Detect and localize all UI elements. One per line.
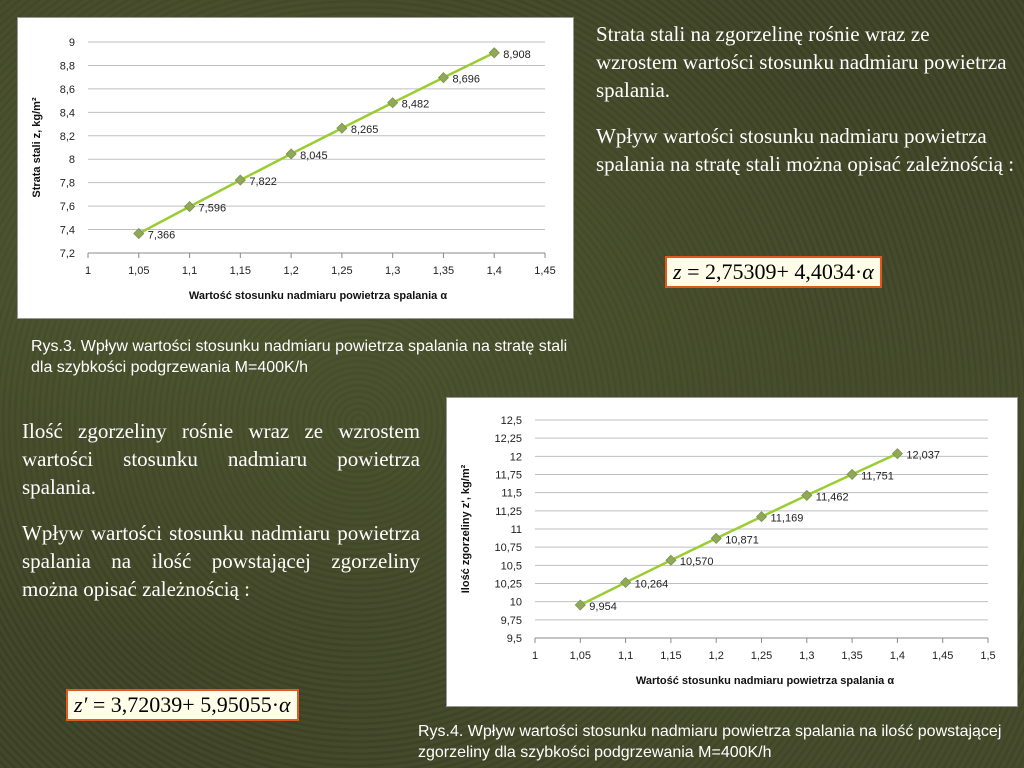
x-tick-label: 1 — [84, 265, 92, 277]
data-label: 11,462 — [815, 491, 849, 504]
chart-scale-amount — [446, 397, 1018, 707]
y-tick-label: 7,8 — [59, 177, 75, 190]
data-point — [847, 469, 857, 479]
y-tick-label: 8,8 — [59, 60, 75, 73]
y-tick-label: 11 — [510, 524, 522, 536]
data-point — [802, 490, 812, 500]
data-point — [235, 175, 245, 185]
y-tick-label: 10 — [509, 596, 522, 609]
data-point — [666, 555, 676, 565]
x-tick-label: 1,15 — [229, 265, 252, 277]
figure-4-caption: Rys.4. Wpływ wartości stosunku nadmiaru powietrza spalania na ilość powstającej zgorzeliny dla szybkości podgrzewania M=400K/h — [418, 723, 1002, 761]
formula-1-rhs: = 2,75309+ 4,4034· — [687, 259, 863, 284]
data-point — [892, 449, 902, 459]
data-label: 8,696 — [452, 73, 480, 86]
x-tick-label: 1,35 — [432, 265, 455, 277]
x-tick-label: 1,45 — [534, 265, 556, 277]
y-tick-label: 7,6 — [59, 201, 75, 214]
y-tick-label: 12 — [509, 451, 522, 464]
data-label: 8,045 — [300, 149, 328, 162]
chart-steel-loss-svg — [18, 18, 573, 318]
y-tick-label: 9 — [68, 37, 75, 49]
x-tick-label: 1,25 — [750, 650, 773, 662]
data-label: 7,596 — [198, 202, 227, 215]
y-tick-label: 11,5 — [501, 487, 522, 500]
y-tick-label: 7,2 — [59, 248, 75, 260]
right-paragraph-1: Strata stali na zgorzelinę rośnie wraz ze wzrostem wartości stosunku nadmiaru powietrza spalania. — [596, 22, 1007, 102]
x-tick-label: 1,25 — [331, 265, 353, 277]
formula-2-var: α — [279, 692, 291, 717]
formula-1-var: α — [862, 259, 874, 284]
chart-scale-amount-svg — [447, 398, 1017, 706]
y-tick-label: 12,25 — [494, 433, 522, 446]
x-tick-label: 1,3 — [385, 265, 401, 277]
y-tick-label: 11,75 — [495, 469, 522, 482]
data-point — [711, 533, 721, 543]
x-tick-label: 1,4 — [889, 650, 906, 662]
data-label: 11,169 — [770, 512, 804, 525]
y-tick-label: 9,5 — [506, 633, 522, 645]
x-tick-label: 1,2 — [708, 650, 724, 662]
data-label: 10,264 — [634, 578, 669, 591]
data-point — [337, 123, 347, 133]
y-tick-label: 10,25 — [494, 578, 522, 591]
right-paragraph-2: Wpływ wartości stosunku nadmiaru powietrza spalania na stratę stali można opisać zależnością : — [596, 124, 1015, 176]
data-point — [621, 577, 631, 587]
x-tick-label: 1,05 — [569, 650, 592, 662]
data-point — [438, 73, 448, 83]
data-label: 11,751 — [861, 470, 894, 483]
x-axis-title: Wartość stosunku nadmiaru powietrza spalania α — [188, 290, 448, 302]
y-tick-label: 7,4 — [59, 224, 75, 237]
x-tick-label: 1,35 — [841, 650, 863, 662]
data-label: 12,037 — [906, 449, 941, 462]
data-label: 10,570 — [679, 556, 714, 569]
y-axis-title: Strata stali z, kg/m² — [31, 97, 43, 198]
right-text-block — [596, 20, 1016, 196]
data-label: 8,908 — [503, 48, 531, 61]
y-tick-label: 8,2 — [59, 130, 75, 143]
left-text-block — [22, 417, 420, 621]
data-point — [388, 98, 398, 108]
data-label: 10,871 — [725, 534, 759, 547]
formula-1-lhs: z — [673, 259, 682, 284]
x-tick-label: 1 — [531, 650, 539, 662]
data-label: 7,822 — [249, 176, 277, 189]
left-paragraph-2: Wpływ wartości stosunku nadmiaru powietrza spalania na ilość powstającej zgorzeliny można opisać zależnością : — [22, 521, 420, 601]
figure-3-caption: Rys.3. Wpływ wartości stosunku nadmiaru powietrza spalania na stratę stali dla szybkości podgrzewania M=400K/h — [31, 338, 568, 376]
x-tick-label: 1,05 — [128, 265, 150, 277]
y-tick-label: 10,75 — [494, 542, 522, 555]
y-tick-label: 12,5 — [500, 415, 522, 427]
x-tick-label: 1,1 — [617, 650, 634, 662]
x-tick-label: 1,2 — [283, 265, 299, 277]
data-label: 8,265 — [350, 124, 379, 137]
formula-scale-amount — [66, 689, 299, 721]
data-point — [489, 48, 499, 58]
x-tick-label: 1,4 — [486, 265, 502, 277]
y-tick-label: 8 — [68, 154, 75, 167]
formula-2-lhs: z′ — [74, 692, 88, 717]
y-tick-label: 8,6 — [59, 83, 75, 96]
data-point — [757, 512, 767, 522]
x-tick-label: 1,3 — [799, 650, 815, 662]
formula-steel-loss — [665, 256, 882, 288]
data-label: 7,366 — [147, 229, 176, 242]
x-tick-label: 1,1 — [181, 265, 198, 277]
y-tick-label: 10,5 — [500, 560, 522, 573]
data-point — [185, 202, 195, 212]
x-tick-label: 1,15 — [660, 650, 682, 662]
data-label: 9,954 — [589, 601, 617, 614]
y-axis-title: Ilość zgorzeliny z', kg/m² — [460, 464, 472, 594]
left-paragraph-1: Ilość zgorzeliny rośnie wraz ze wzrostem wartości stosunku nadmiaru powietrza spalania. — [22, 419, 420, 499]
y-tick-label: 11,25 — [495, 505, 522, 518]
formula-2-rhs: = 3,72039+ 5,95055· — [92, 692, 280, 717]
chart-steel-loss — [17, 17, 574, 319]
y-tick-label: 8,4 — [59, 107, 75, 120]
x-tick-label: 1,45 — [931, 650, 954, 662]
x-tick-label: 1,5 — [980, 650, 996, 662]
x-axis-title: Wartość stosunku nadmiaru powietrza spalania α — [635, 675, 895, 687]
y-tick-label: 9,75 — [500, 614, 522, 627]
data-label: 8,482 — [401, 98, 430, 111]
data-point — [286, 149, 296, 159]
